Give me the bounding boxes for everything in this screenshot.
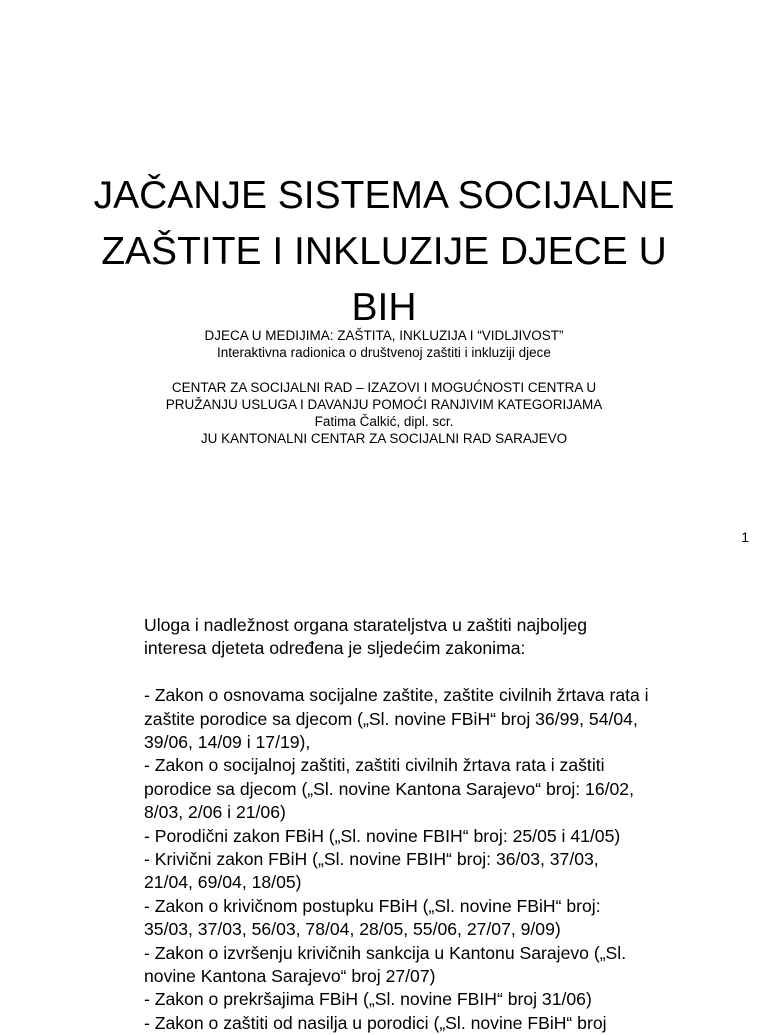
law-line: - Zakon o prekršajima FBiH („Sl. novine FBIH“ broj 31/06) — [144, 989, 592, 1010]
presenter-block — [40, 379, 728, 447]
law-line: 21/04, 69/04, 18/05) — [144, 872, 302, 893]
center-heading-line: CENTAR ZA SOCIJALNI RAD – IZAZOVI I MOGUĆNOSTI CENTRA U — [171, 380, 597, 395]
author-name: Fatima Čalkić, dipl. scr. — [314, 414, 454, 429]
intro-line: Uloga i nadležnost organa starateljstva u zaštiti najboljeg — [144, 615, 588, 635]
law-line: porodice sa djecom („Sl. novine Kantona Sarajevo“ broj: 16/02, — [144, 778, 634, 799]
document-title — [40, 168, 728, 336]
institution-name: JU KANTONALNI CENTAR ZA SOCIJALNI RAD SARAJEVO — [200, 431, 568, 446]
laws-section — [144, 614, 724, 1035]
law-line: novine Kantona Sarajevo“ broj 27/07) — [144, 966, 436, 987]
intro-line: interesa djeteta određena je sljedećim zakonima: — [144, 638, 526, 659]
workshop-description: Interaktivna radionica o društvenoj zaštiti i inkluziji djece — [217, 345, 551, 360]
paragraph-gap — [144, 661, 724, 684]
page-number: 1 — [741, 529, 749, 545]
title-line: BIH — [351, 286, 417, 329]
law-line: - Zakon o socijalnoj zaštiti, zaštiti civilnih žrtava rata i zaštiti — [144, 755, 605, 776]
law-line: - Zakon o izvršenju krivičnih sankcija u Kantonu Sarajevo („Sl. — [144, 942, 627, 963]
law-line: 8/03, 2/06 i 21/06) — [144, 802, 286, 823]
law-line: - Zakon o krivičnom postupku FBiH („Sl. novine FBiH“ broj: — [144, 895, 601, 916]
law-line: 35/03, 37/03, 56/03, 78/04, 28/05, 55/06, 27/07, 9/09) — [144, 919, 561, 940]
law-line: - Zakon o osnovama socijalne zaštite, zaštite civilnih žrtava rata i — [144, 685, 649, 706]
law-line: zaštite porodice sa djecom („Sl. novine FBiH“ broj 36/99, 54/04, — [144, 708, 638, 729]
law-line: - Zakon o zaštiti od nasilja u porodici („Sl. novine FBiH“ broj — [144, 1012, 607, 1033]
subtitle: DJECA U MEDIJIMA: ZAŠTITA, INKLUZIJA I “VIDLJIVOST” — [204, 328, 564, 343]
law-line: 39/06, 14/09 i 17/19), — [144, 732, 311, 753]
center-heading-line: PRUŽANJU USLUGA I DAVANJU POMOĆI RANJIVIM KATEGORIJAMA — [165, 397, 603, 412]
law-line: - Porodični zakon FBiH („Sl. novine FBIH“ broj: 25/05 i 41/05) — [144, 825, 621, 846]
subtitle-block — [40, 327, 728, 361]
law-line: - Krivični zakon FBiH („Sl. novine FBIH“ broj: 36/03, 37/03, — [144, 849, 599, 870]
title-line: JAČANJE SISTEMA SOCIJALNE — [93, 174, 675, 217]
title-line: ZAŠTITE I INKLUZIJE DJECE U — [101, 230, 667, 273]
